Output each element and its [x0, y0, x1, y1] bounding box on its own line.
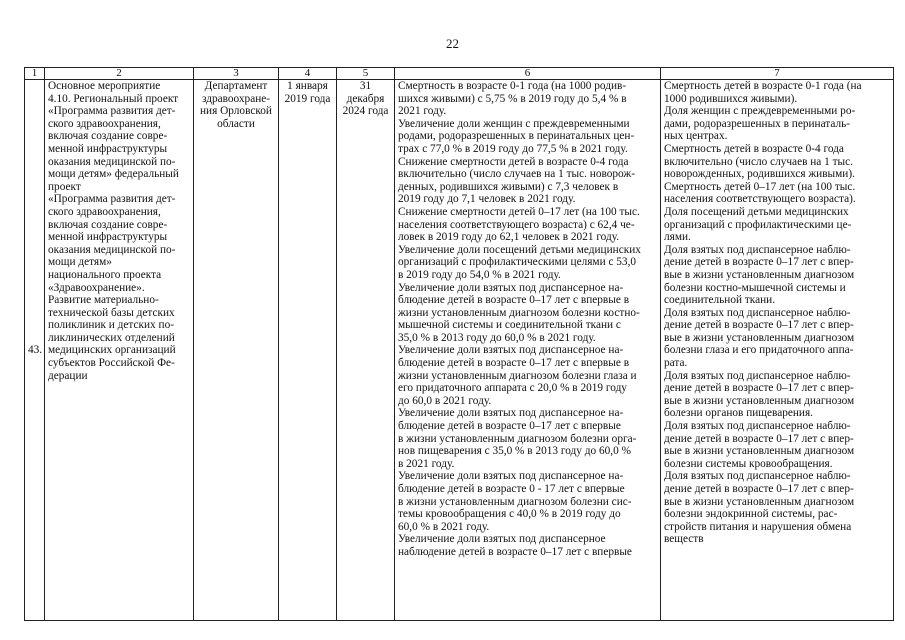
event-line: мощи детям» федеральный — [48, 168, 179, 181]
indicators-line: Доля взятых под диспансерное наблю- — [664, 369, 851, 382]
executor-line: ния Орловской — [200, 105, 272, 118]
results-line: мышечной системы и соединительной ткани с — [398, 319, 621, 332]
event-line: включая создание совре- — [48, 218, 168, 231]
indicators-line: рата. — [664, 357, 688, 370]
indicators-line: дами, родоразрешенных в перинаталь- — [664, 117, 851, 130]
indicators-line: вые в жизни установленным диагнозом — [664, 445, 855, 458]
results-line: Увеличение доли взятых под диспансерное на- — [398, 281, 624, 294]
results-line: темы кровообращения с 40,0 % в 2019 году до — [398, 508, 621, 521]
results-cell — [395, 80, 661, 621]
indicators-line: Доля женщин с преждевременными ро- — [664, 105, 856, 118]
measures-table — [24, 67, 894, 621]
event-line: технической базы детских — [48, 306, 175, 319]
results-line: организаций с профилактическими целями с 53,0 — [398, 256, 637, 269]
start-line: 2019 года — [284, 92, 331, 105]
event-line: «Здравоохранение». — [48, 281, 145, 294]
results-line: шихся живыми) с 5,75 % в 2019 году до 5,4 % в — [398, 92, 627, 105]
results-line: включительно (число случаев на 1 тыс. новорож- — [398, 168, 635, 181]
indicators-cell — [661, 80, 894, 621]
results-line: наблюдение детей в возрасте 0–17 лет с впервые — [398, 545, 632, 558]
event-line: «Программа развития дет- — [48, 105, 176, 118]
event-line: «Программа развития дет- — [48, 193, 176, 206]
results-line: Увеличение доли взятых под диспансерное — [398, 533, 606, 546]
results-line: родами, родоразрешенных в перинатальных цен- — [398, 130, 635, 143]
event-cell — [45, 80, 194, 621]
indicators-line: Смертность детей 0–17 лет (на 100 тыс. — [664, 180, 856, 193]
indicators-line: Доля взятых под диспансерное наблю- — [664, 306, 851, 319]
event-line: национального проекта — [48, 268, 162, 281]
indicators-line: новорожденных, родившихся живыми). — [664, 168, 855, 181]
indicators-line: Доля взятых под диспансерное наблю- — [664, 243, 851, 256]
executor-line: здравоохране- — [201, 92, 271, 105]
indicators-line: веществ — [664, 533, 704, 546]
indicators-line: дение детей в возрасте 0–17 лет с впер- — [664, 382, 854, 395]
indicators-line: вые в жизни установленным диагнозом — [664, 394, 855, 407]
results-line: жизни установленным диагнозом болезни костно- — [398, 306, 640, 319]
indicators-line: Смертность детей в возрасте 0-1 года (на — [664, 80, 862, 92]
event-line: медицинских организаций — [48, 344, 176, 357]
event-line: поликлиник и детских по- — [48, 319, 174, 332]
event-line: проект — [48, 180, 81, 193]
event-line: мощи детям» — [48, 256, 112, 269]
results-line: Увеличение доли взятых под диспансерное на- — [398, 407, 624, 420]
event-line: менной инфраструктуры — [48, 142, 168, 155]
results-line: блюдение детей в возрасте 0–17 лет с впервые — [398, 420, 621, 433]
results-line: денных, родившихся живыми) с 7,3 человек в — [398, 180, 619, 193]
indicators-line: дение детей в возрасте 0–17 лет с впер- — [664, 319, 854, 332]
indicators-line: соединительной ткани. — [664, 294, 776, 307]
indicators-line: ных центрах. — [664, 130, 728, 143]
indicators-line: вые в жизни установленным диагнозом — [664, 331, 855, 344]
table-row — [25, 80, 894, 621]
event-line: дерации — [48, 369, 88, 382]
row-number: 43. — [25, 80, 45, 621]
event-line: Развитие материально- — [48, 294, 159, 307]
event-line: ского здравоохранения, — [48, 117, 161, 130]
column-header: 5 — [337, 68, 395, 80]
results-line: Смертность в возрасте 0-1 года (на 1000 родив- — [398, 80, 627, 92]
indicators-line: дение детей в возрасте 0–17 лет с впер- — [664, 432, 854, 445]
results-line: 35,0 % в 2013 году до 60,0 % в 2021 году. — [398, 331, 596, 344]
results-line: жизни установленным диагнозом болезни глаза и — [398, 369, 637, 382]
end-line: 31 — [359, 80, 372, 92]
indicators-line: организаций с профилактическими це- — [664, 218, 852, 231]
indicators-line: болезни костно-мышечной системы и — [664, 281, 846, 294]
event-line: оказания медицинской по- — [48, 243, 176, 256]
column-header: 1 — [25, 68, 45, 80]
indicators-line: 1000 родившихся живыми). — [664, 92, 798, 105]
results-line: населения соответствующего возраста) с 62,4 че- — [398, 218, 635, 231]
event-line: ского здравоохранения, — [48, 205, 161, 218]
event-line: оказания медицинской по- — [48, 155, 176, 168]
indicators-line: болезни глаза и его придаточного аппа- — [664, 344, 854, 357]
event-text — [48, 80, 190, 382]
executor-text — [197, 80, 275, 130]
column-header: 6 — [395, 68, 661, 80]
start-line: 1 января — [287, 80, 328, 92]
start-date-text — [282, 80, 333, 105]
column-header: 7 — [661, 68, 894, 80]
indicators-line: болезни системы кровообращения. — [664, 457, 833, 470]
indicators-line: лями. — [664, 231, 691, 244]
results-line: в жизни установленным диагнозом болезни орга- — [398, 432, 637, 445]
results-line: Увеличение доли женщин с преждевременными — [398, 117, 630, 130]
indicators-line: болезни органов пищеварения. — [664, 407, 813, 420]
results-line: до 60,0 в 2021 году. — [398, 394, 492, 407]
indicators-line: болезни эндокринной системы, рас- — [664, 508, 838, 521]
page-number: 22 — [446, 36, 459, 51]
end-date-text — [340, 80, 391, 118]
indicators-line: стройств питания и нарушения обмена — [664, 520, 852, 533]
indicators-text — [664, 80, 890, 546]
results-text — [398, 80, 657, 559]
results-line: ловек в 2019 году до 62,1 человек в 2021 году. — [398, 231, 620, 244]
event-line: Основное мероприятие — [48, 80, 161, 92]
results-line: в 2019 году до 54,0 % в 2021 году. — [398, 268, 561, 281]
event-line: 4.10. Региональный проект — [48, 92, 179, 105]
results-line: Увеличение доли взятых под диспансерное на- — [398, 470, 624, 483]
start-date-cell — [279, 80, 337, 621]
indicators-line: Доля посещений детьми медицинских — [664, 205, 849, 218]
results-line: 2021 году. — [398, 105, 447, 118]
results-line: 2019 году до 7,1 человек в 2021 году. — [398, 193, 576, 206]
event-line: субъектов Российской Фе- — [48, 357, 175, 370]
event-line: ликлинических отделений — [48, 331, 175, 344]
end-line: 2024 года — [342, 105, 389, 118]
results-line: Снижение смертности детей в возрасте 0-4 года — [398, 155, 629, 168]
results-line: его придаточного аппарата с 20,0 % в 2019 году — [398, 382, 627, 395]
end-date-cell — [337, 80, 395, 621]
indicators-line: Доля взятых под диспансерное наблю- — [664, 470, 851, 483]
indicators-line: населения соответствующего возраста). — [664, 193, 856, 206]
event-line: менной инфраструктуры — [48, 231, 168, 244]
executor-line: области — [217, 117, 255, 130]
results-line: трах с 77,0 % в 2019 году до 77,5 % в 2021 году. — [398, 142, 628, 155]
results-line: Увеличение доли посещений детьми медицинских — [398, 243, 641, 256]
results-line: нов пищеварения с 35,0 % в 2013 году до 60,0 % — [398, 445, 631, 458]
indicators-line: вые в жизни установленным диагнозом — [664, 495, 855, 508]
executor-line: Департамент — [204, 80, 268, 92]
indicators-line: дение детей в возрасте 0–17 лет с впер- — [664, 256, 854, 269]
results-line: блюдение детей в возрасте 0–17 лет с впервые в — [398, 357, 630, 370]
column-header: 4 — [279, 68, 337, 80]
event-line: включая создание совре- — [48, 130, 168, 143]
executor-cell — [194, 80, 279, 621]
column-number-row — [25, 68, 894, 80]
results-line: блюдение детей в возрасте 0 - 17 лет с впервые — [398, 483, 625, 495]
indicators-line: дение детей в возрасте 0–17 лет с впер- — [664, 483, 854, 495]
results-line: блюдение детей в возрасте 0–17 лет с впервые в — [398, 294, 630, 307]
end-line: декабря — [346, 92, 385, 105]
results-line: Увеличение доли взятых под диспансерное на- — [398, 344, 624, 357]
indicators-line: Смертность детей в возрасте 0-4 года — [664, 142, 844, 155]
column-header: 3 — [194, 68, 279, 80]
results-line: в 2021 году. — [398, 457, 455, 470]
column-header: 2 — [45, 68, 194, 80]
indicators-line: вые в жизни установленным диагнозом — [664, 268, 855, 281]
indicators-line: Доля взятых под диспансерное наблю- — [664, 420, 851, 433]
results-line: в жизни установленным диагнозом болезни сис- — [398, 495, 632, 508]
results-line: 60,0 % в 2021 году. — [398, 520, 490, 533]
results-line: Снижение смертности детей 0–17 лет (на 100 тыс. — [398, 205, 640, 218]
indicators-line: включительно (число случаев на 1 тыс. — [664, 155, 853, 168]
